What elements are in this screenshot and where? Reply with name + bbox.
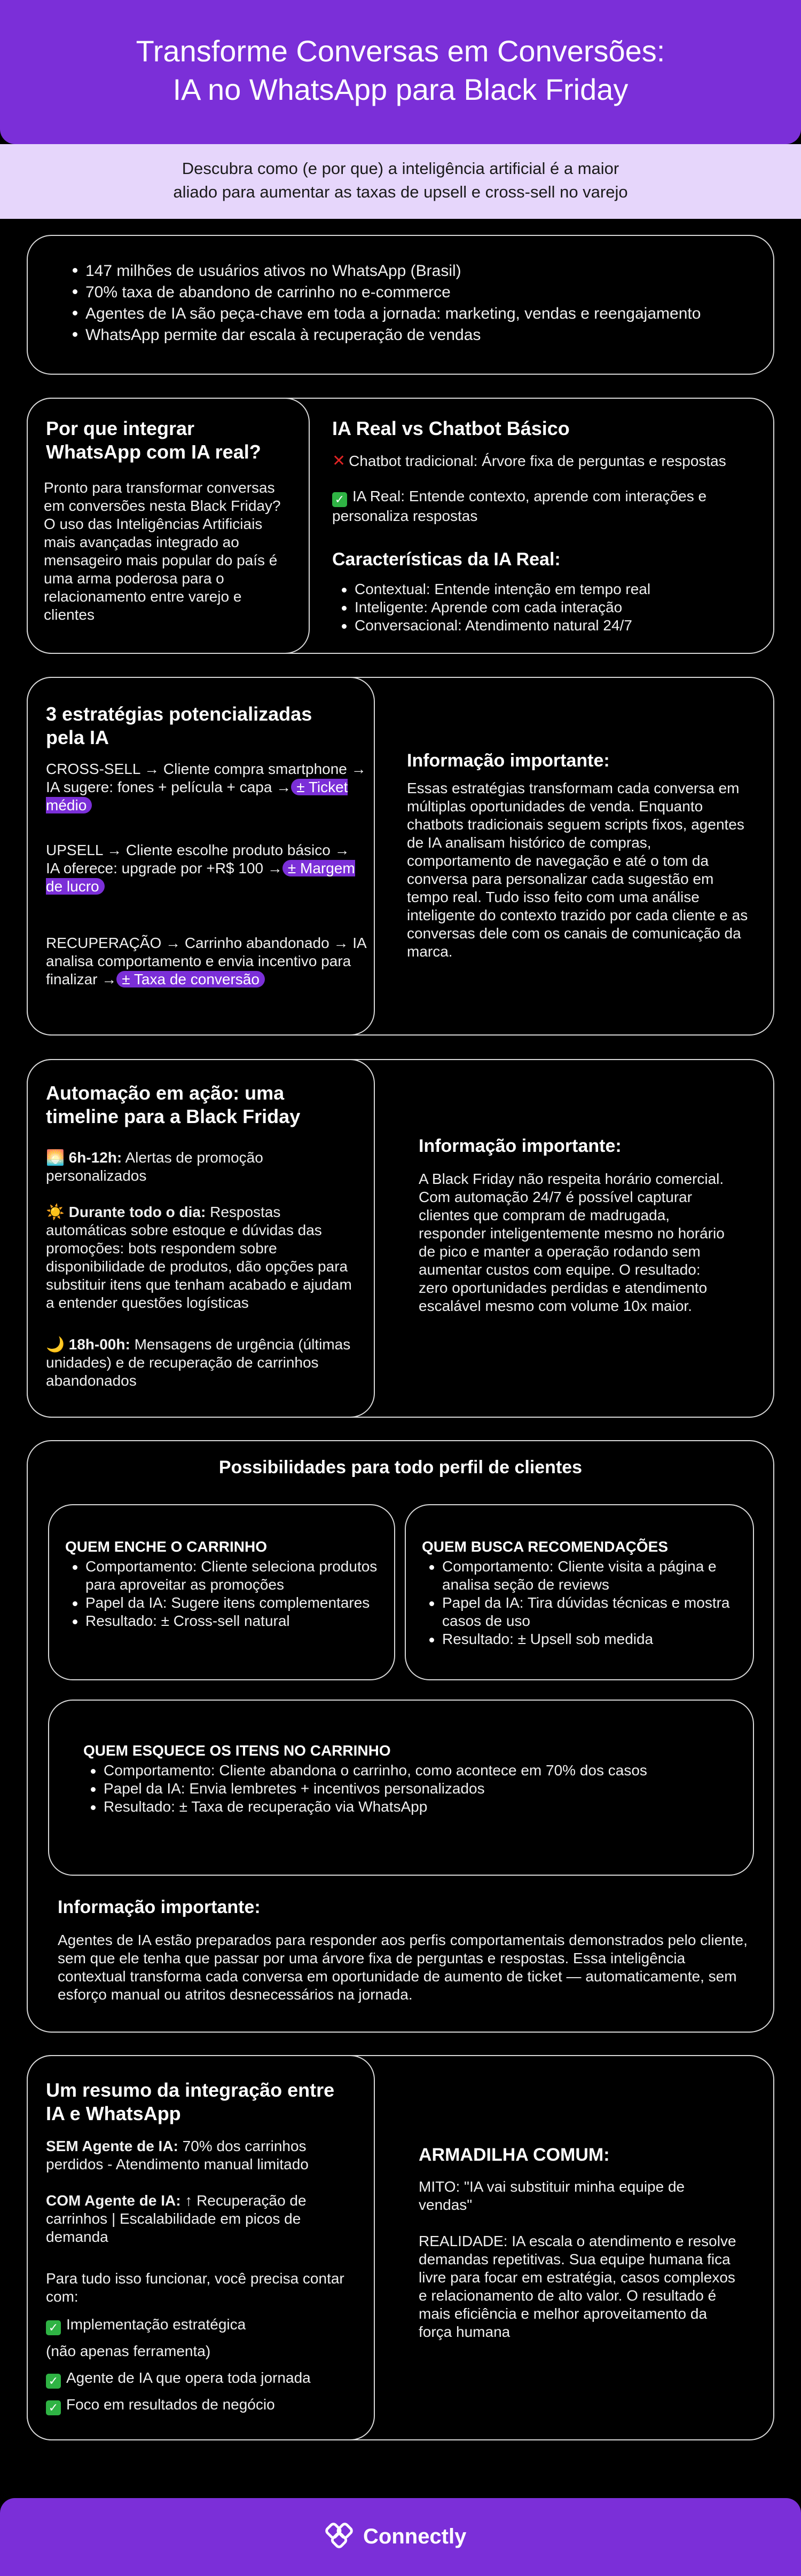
strategies-card: [27, 677, 774, 1036]
profile-item: Resultado: ± Upsell sob medida: [427, 1630, 737, 1648]
profile-item: Comportamento: Cliente seleciona produtos para aproveitar as promoções: [70, 1558, 380, 1594]
why-title: Por que integrar WhatsApp com IA real?: [46, 417, 261, 463]
trap-myth: MITO: "IA vai substituir minha equipe de vendas": [419, 2178, 685, 2213]
strategy-upsell: UPSELL → Cliente escolhe produto básico → IA oferece: upgrade por +R$ 100 → ± Margem de lucro: [46, 842, 355, 895]
profile-filler-list: [70, 1558, 380, 1630]
profile-item: Comportamento: Cliente visita a página e analisa seção de reviews: [427, 1558, 737, 1594]
ticket-pill: ± Ticket médio: [46, 779, 348, 813]
subheader-banner: [0, 144, 801, 219]
profile-filler-title: QUEM ENCHE O CARRINHO: [65, 1538, 268, 1555]
check-icon: ✓: [332, 492, 347, 507]
why-text: Pronto para transformar conversas em conversões nesta Black Friday? O uso das Inteligências Artificiais mais avançadas integrado ao mensageiro mais popular do país é uma arma poderosa para o relacionamento entre varejo e clientes: [44, 479, 281, 623]
trap-reality: REALIDADE: IA escala o atendimento e resolve demandas repetitivas. Sua equipe humana fica livre para focar em estratégia, casos complexos e relacionamento de alto valor. O resultado é mais eficiência e melhor aproveitamento da força humana: [419, 2233, 736, 2340]
margin-pill: ± Margem de lucro: [46, 860, 355, 895]
page-title: Transforme Conversas em Conversões: IA no WhatsApp para Black Friday: [136, 34, 665, 106]
summary-need: Para tudo isso funcionar, você precisa contar com:: [46, 2270, 344, 2305]
summary-card: [27, 2055, 774, 2440]
check-icon: ✓: [46, 2320, 61, 2335]
stat-item: 147 milhões de usuários ativos no WhatsApp (Brasil): [70, 260, 754, 282]
strategies-info-text: Essas estratégias transformam cada conversa em múltiplas oportunidades de venda. Enquanto chatbots tradicionais seguem scripts fixos, agentes de IA analisam histórico de compras, comportamento de navegação e até o tom da conversa para personalizar cada sugestão em tempo real. Tudo isso feito com uma análise inteligente do contexto trazido por cada cliente e as conversas dele com os canais de comunicação da marca.: [407, 780, 748, 960]
profile-item: Papel da IA: Envia lembretes + incentivos personalizados: [89, 1780, 729, 1798]
char-item: Conversacional: Atendimento natural 24/7: [340, 617, 756, 635]
trap-title: ARMADILHA COMUM:: [419, 2145, 610, 2165]
timeline-info-title: Informação importante:: [419, 1136, 622, 1156]
profile-recommend-list: [427, 1558, 737, 1648]
profile-item: Papel da IA: Sugere itens complementares: [70, 1594, 380, 1612]
check-item-results: ✓ Foco em resultados de negócio: [46, 2396, 361, 2415]
profile-forget-list: [89, 1761, 729, 1816]
profiles-title: Possibilidades para todo perfil de clientes: [218, 1457, 583, 1477]
summary-with-ia: COM Agente de IA: ↑ Recuperação de carrinhos | Escalabilidade em picos de demanda: [46, 2192, 307, 2245]
char-item: Inteligente: Aprende com cada interação: [340, 598, 756, 617]
why-vs-card: [27, 398, 774, 654]
check-icon: ✓: [46, 2400, 61, 2415]
moon-icon: 🌙: [46, 1336, 65, 1353]
strategies-info-title: Informação importante:: [407, 750, 610, 771]
profile-recommend-title: QUEM BUSCA RECOMENDAÇÕES: [422, 1538, 668, 1555]
stat-item: WhatsApp permite dar escala à recuperação de vendas: [70, 325, 754, 346]
strategy-cross-sell: CROSS-SELL → Cliente compra smartphone → IA sugere: fones + película + capa → ± Ticket médio: [46, 761, 366, 813]
connectly-logo-icon: [323, 2520, 356, 2553]
vs-chatbot: ✕ Chatbot tradicional: Árvore fixa de perguntas e respostas: [332, 452, 726, 470]
profile-item: Papel da IA: Tira dúvidas técnicas e mostra casos de uso: [427, 1594, 737, 1630]
profile-forget-box: [48, 1700, 754, 1876]
vs-ia-real: ✓ IA Real: Entende contexto, aprende com interações e personaliza respostas: [332, 488, 707, 524]
footer-banner: [0, 2498, 801, 2576]
stats-card: [27, 235, 774, 375]
summary-without-ia: SEM Agente de IA: 70% dos carrinhos perdidos - Atendimento manual limitado: [46, 2138, 309, 2172]
stat-item: Agentes de IA são peça-chave em toda a jornada: marketing, vendas e reengajamento: [70, 303, 754, 325]
timeline-info-text: A Black Friday não respeita horário comercial. Com automação 24/7 é possível capturar clientes que compram de madrugada, responder inteligentemente mesmo no horário de pico e manter a operação rodando sem aumentar custos com equipe. O resultado: zero oportunidades perdidas e atendimento escalável mesmo com volume 10x maior.: [419, 1171, 725, 1314]
profile-forget-title: QUEM ESQUECE OS ITENS NO CARRINHO: [83, 1742, 391, 1759]
header-banner: [0, 0, 801, 144]
sun-icon: ☀️: [46, 1204, 65, 1220]
profiles-info-title: Informação importante:: [58, 1897, 261, 1917]
strategies-title: 3 estratégias potencializadas pela IA: [46, 703, 312, 748]
stat-item: 70% taxa de abandono de carrinho no e-commerce: [70, 282, 754, 303]
profile-recommend-box: [405, 1504, 754, 1680]
check-icon: ✓: [46, 2374, 61, 2389]
cross-icon: ✕: [332, 452, 346, 470]
conversion-pill: ± Taxa de conversão: [116, 971, 265, 987]
profiles-card: [27, 1440, 774, 2033]
check-item-note: (não apenas ferramenta): [46, 2343, 211, 2359]
profile-item: Resultado: ± Taxa de recuperação via WhatsApp: [89, 1798, 729, 1816]
profile-filler-box: [48, 1504, 395, 1680]
timeline-title: Automação em ação: uma timeline para a Black Friday: [46, 1082, 301, 1127]
vs-title: IA Real vs Chatbot Básico: [332, 417, 570, 439]
chars-list: [340, 580, 756, 635]
profile-item: Comportamento: Cliente abandona o carrinho, como acontece em 70% dos casos: [89, 1761, 729, 1780]
timeline-item-morning: 🌅 6h-12h: Alertas de promoção personalizados: [46, 1149, 263, 1184]
page-subtitle: Descubra como (e por que) a inteligência artificial é a maior aliado para aumentar as taxas de upsell e cross-sell no varejo: [173, 159, 628, 201]
stats-list: [70, 260, 754, 346]
timeline-card: [27, 1059, 774, 1418]
check-item-strategy: ✓ Implementação estratégica: [46, 2316, 361, 2335]
summary-title: Um resumo da integração entre IA e WhatsApp: [46, 2079, 335, 2124]
timeline-item-night: 🌙 18h-00h: Mensagens de urgência (últimas unidades) e de recuperação de carrinhos abandonados: [46, 1336, 351, 1389]
profiles-info-text: Agentes de IA estão preparados para responder aos perfis comportamentais demonstrados pelo cliente, sem que ele tenha que passar por uma árvore fixa de perguntas e respostas. Essa inteligência contextual transforma cada conversa em oportunidade de aumento de ticket — automaticamente, sem esforço manual ou atritos desnecessários na jornada.: [58, 1932, 748, 2003]
profile-item: Resultado: ± Cross-sell natural: [70, 1612, 380, 1630]
strategy-recovery: RECUPERAÇÃO → Carrinho abandonado → IA analisa comportamento e envia incentivo para finalizar → ± Taxa de conversão: [46, 935, 366, 987]
brand-logo: [323, 2519, 466, 2554]
check-item-agent: ✓ Agente de IA que opera toda jornada: [46, 2369, 361, 2389]
timeline-item-allday: ☀️ Durante todo o dia: Respostas automáticas sobre estoque e dúvidas das promoções: bots respondem sobre disponibilidade de produtos, dão opções para substituir itens que tenham acabado e ajudam a entender questões logísticas: [46, 1204, 352, 1311]
char-item: Contextual: Entende intenção em tempo real: [340, 580, 756, 598]
chars-title: Características da IA Real:: [332, 549, 561, 570]
brand-name: Connectly: [363, 2524, 467, 2548]
sunrise-icon: 🌅: [46, 1149, 65, 1166]
